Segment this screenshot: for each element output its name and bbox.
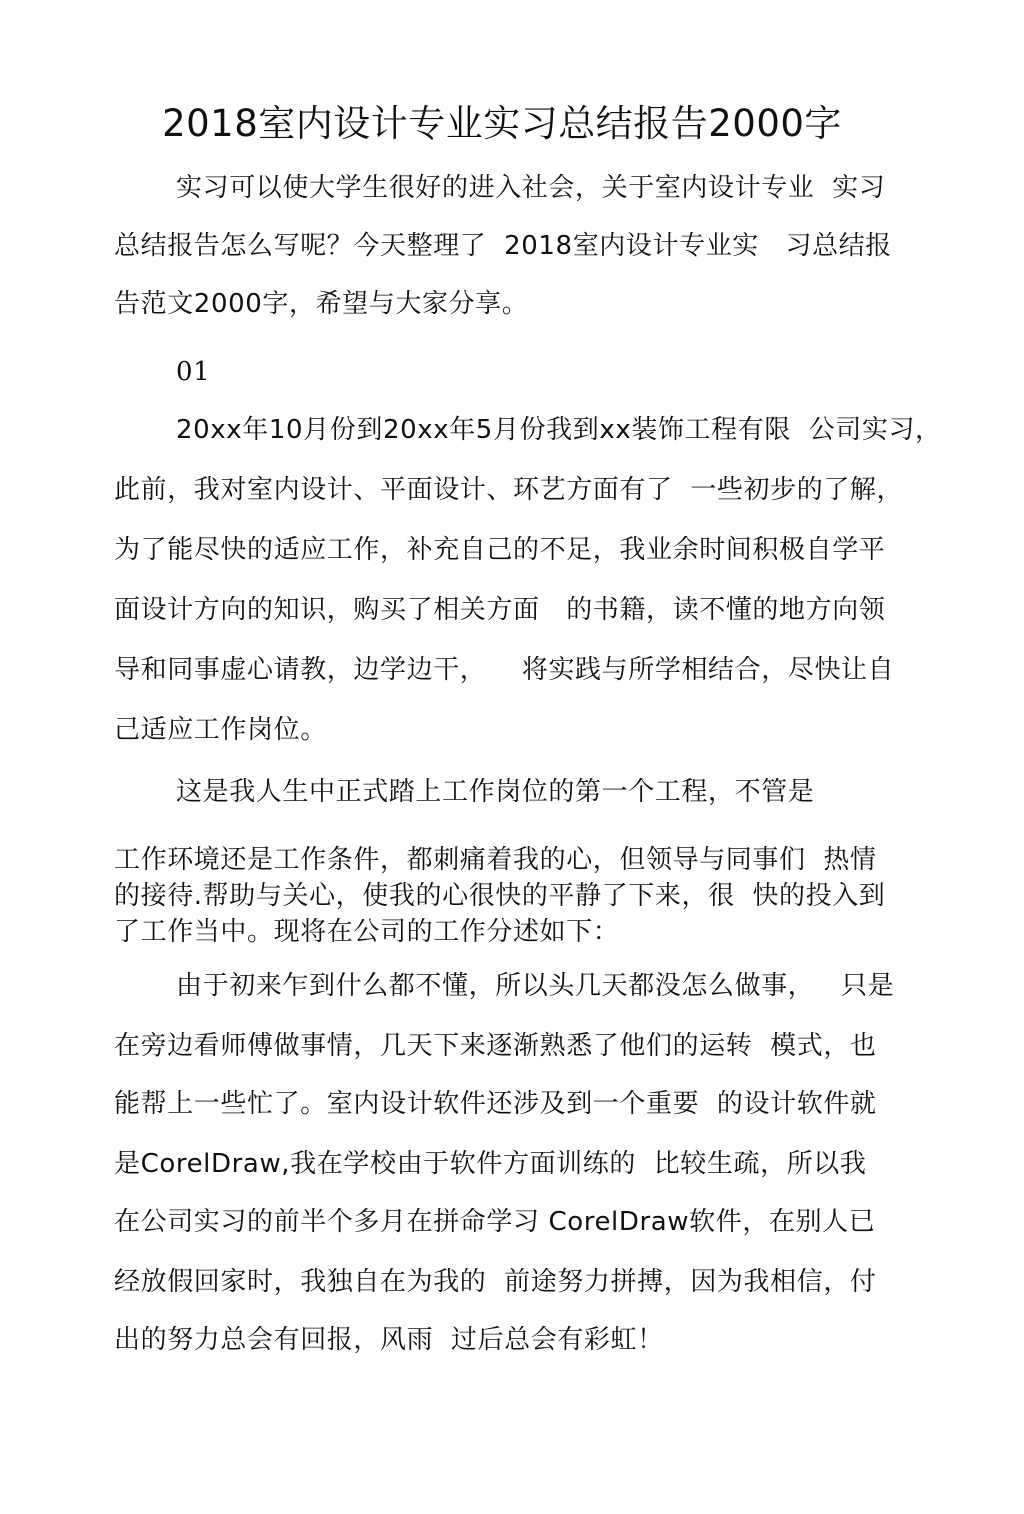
paragraph-4-line-4: 是CorelDraw,我在学校由于软件方面训练的 比较生疏，所以我 xyxy=(114,1149,867,1179)
paragraph-2-line-1: 20xx年10月份到20xx年5月份我到xx装饰工程有限 公司实习， xyxy=(176,415,942,445)
paragraph-4-line-6: 经放假回家时，我独自在为我的 前途努力拼搏，因为我相信，付 xyxy=(114,1267,877,1297)
paragraph-4-line-1: 由于初来乍到什么都不懂，所以头几天都没怎么做事， 只是 xyxy=(176,971,895,1001)
paragraph-2-line-4: 面设计方向的知识，购买了相关方面 的书籍，读不懂的地方向领 xyxy=(114,595,886,625)
paragraph-3-line-2: 工作环境还是工作条件，都刺痛着我的心，但领导与同事们 热情 xyxy=(114,845,877,875)
paragraph-4-line-7: 出的努力总会有回报，风雨 过后总会有彩虹！ xyxy=(114,1325,664,1355)
paragraph-4-line-5: 在公司实习的前半个多月在拼命学习 CorelDraw软件，在别人已 xyxy=(114,1207,876,1237)
paragraph-2-line-2: 此前，我对室内设计、平面设计、环艺方面有了 一些初步的了解， xyxy=(114,475,904,505)
paragraph-1-line-1: 实习可以使大学生很好的进入社会，关于室内设计专业 实习 xyxy=(176,173,886,203)
document-title: 2018室内设计专业实习总结报告2000字 xyxy=(162,102,842,145)
paragraph-1-line-2: 总结报告怎么写呢？今天整理了 2018室内设计专业实 习总结报 xyxy=(114,231,892,261)
paragraph-2-line-3: 为了能尽快的适应工作，补充自己的不足，我业余时间积极自学平 xyxy=(114,535,886,565)
paragraph-2-line-5: 导和同事虚心请教，边学边干， 将实践与所学相结合，尽快让自 xyxy=(114,655,895,685)
paragraph-3-line-1: 这是我人生中正式踏上工作岗位的第一个工程，不管是 xyxy=(176,777,815,807)
paragraph-1-line-3: 告范文2000字，希望与大家分享。 xyxy=(114,289,529,319)
section-number: 01 xyxy=(176,357,211,387)
paragraph-3-line-4: 了工作当中。现将在公司的工作分述如下： xyxy=(114,917,620,947)
paragraph-3-line-3: 的接待.帮助与关心，使我的心很快的平静了下来，很 快的投入到 xyxy=(114,881,886,911)
paragraph-4-line-2: 在旁边看师傅做事情，几天下来逐渐熟悉了他们的运转 模式，也 xyxy=(114,1031,877,1061)
paragraph-4-line-3: 能帮上一些忙了。室内设计软件还涉及到一个重要 的设计软件就 xyxy=(114,1089,877,1119)
paragraph-2-line-6: 己适应工作岗位。 xyxy=(114,715,327,745)
